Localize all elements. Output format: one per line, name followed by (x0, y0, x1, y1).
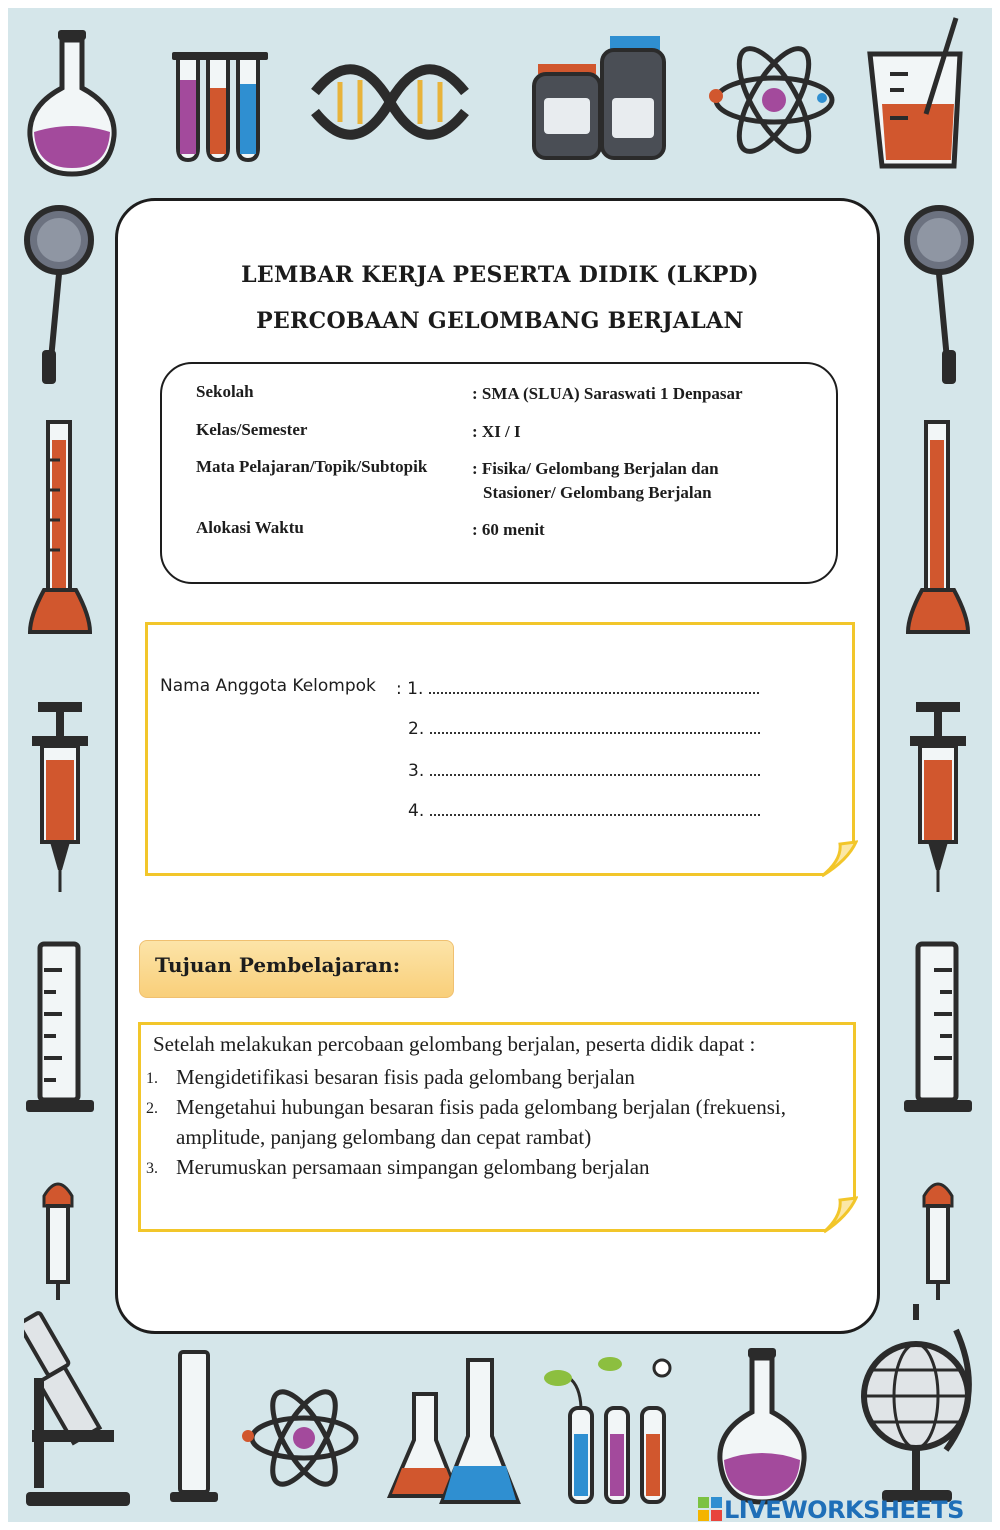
member-input[interactable] (429, 678, 759, 694)
dna-icon (310, 52, 470, 152)
syringe-icon (30, 700, 90, 896)
round-flask-icon (712, 1346, 812, 1508)
dropper-icon (918, 1176, 958, 1304)
list-item-text: Mengetahui hubungan besaran fisis pada gelombang berjalan (frekuensi, amplitude, panjang gelombang dan cepat rambat) (176, 1095, 786, 1149)
thermometer-icon (904, 420, 972, 646)
member-number: 1. (407, 679, 424, 699)
members-label: Nama Anggota Kelompok (160, 676, 376, 696)
liveworksheets-badge-icon (698, 1497, 722, 1521)
list-item-text: Merumuskan persamaan simpangan gelombang berjalan (176, 1155, 650, 1179)
beaker-icon (862, 14, 974, 174)
round-flask-icon (22, 28, 122, 178)
goals-heading-tab (139, 940, 454, 998)
erlenmeyer-flasks-icon (386, 1356, 522, 1506)
info-label: Sekolah (196, 382, 254, 401)
liveworksheets-text: LIVEWORKSHEETS (724, 1496, 964, 1524)
liveworksheets-logo[interactable] (698, 1496, 964, 1524)
member-number: 3. (408, 761, 425, 781)
magnifier-icon (22, 200, 96, 390)
member-line[interactable] (408, 800, 760, 821)
graduated-cylinder-icon (168, 1350, 220, 1506)
atom-icon (706, 38, 836, 162)
info-value: : Fisika/ Gelombang Berjalan dan Stasioner/ Gelombang Berjalan (472, 459, 719, 502)
graduated-cylinder-icon (24, 940, 96, 1116)
page-curl-icon (820, 840, 858, 878)
dropper-icon (38, 1176, 78, 1304)
graduated-cylinder-icon (902, 940, 974, 1116)
page-curl-icon (822, 1196, 858, 1234)
microscope-icon (24, 1310, 134, 1510)
member-line[interactable] (408, 760, 760, 781)
members-box (145, 622, 855, 876)
goals-intro: Setelah melakukan percobaan gelombang berjalan, peserta didik dapat : (153, 1032, 756, 1056)
plant-tubes-icon (540, 1350, 690, 1506)
info-value: : 60 menit (472, 520, 545, 539)
info-value: : XI / I (472, 422, 521, 441)
list-item-number: 3. (146, 1160, 158, 1177)
info-label: Kelas/Semester (196, 420, 308, 439)
jars-icon (532, 34, 667, 162)
info-value: : SMA (SLUA) Saraswati 1 Denpasar (472, 384, 743, 403)
member-input[interactable] (430, 760, 760, 776)
colon: : (396, 679, 402, 699)
magnifier-icon (902, 200, 976, 390)
list-item-number: 1. (146, 1070, 158, 1087)
page-title: LEMBAR KERJA PESERTA DIDIK (LKPD) (241, 262, 759, 288)
test-tubes-icon (170, 50, 270, 165)
page-subtitle: PERCOBAAN GELOMBANG BERJALAN (256, 308, 744, 334)
list-item-text: Mengidetifikasi besaran fisis pada gelombang berjalan (176, 1065, 635, 1089)
info-label: Alokasi Waktu (196, 518, 304, 537)
goals-heading: Tujuan Pembelajaran: (155, 953, 401, 977)
member-input[interactable] (430, 800, 760, 816)
atom-icon (240, 1380, 360, 1496)
member-number: 4. (408, 801, 425, 821)
list-item-number: 2. (146, 1100, 158, 1117)
member-line[interactable] (408, 718, 760, 739)
member-number: 2. (408, 719, 425, 739)
globe-icon (856, 1300, 986, 1510)
member-input[interactable] (430, 718, 760, 734)
info-label: Mata Pelajaran/Topik/Subtopik (196, 457, 428, 476)
thermometer-icon (26, 420, 94, 646)
syringe-icon (908, 700, 968, 896)
member-line[interactable] (396, 678, 759, 699)
